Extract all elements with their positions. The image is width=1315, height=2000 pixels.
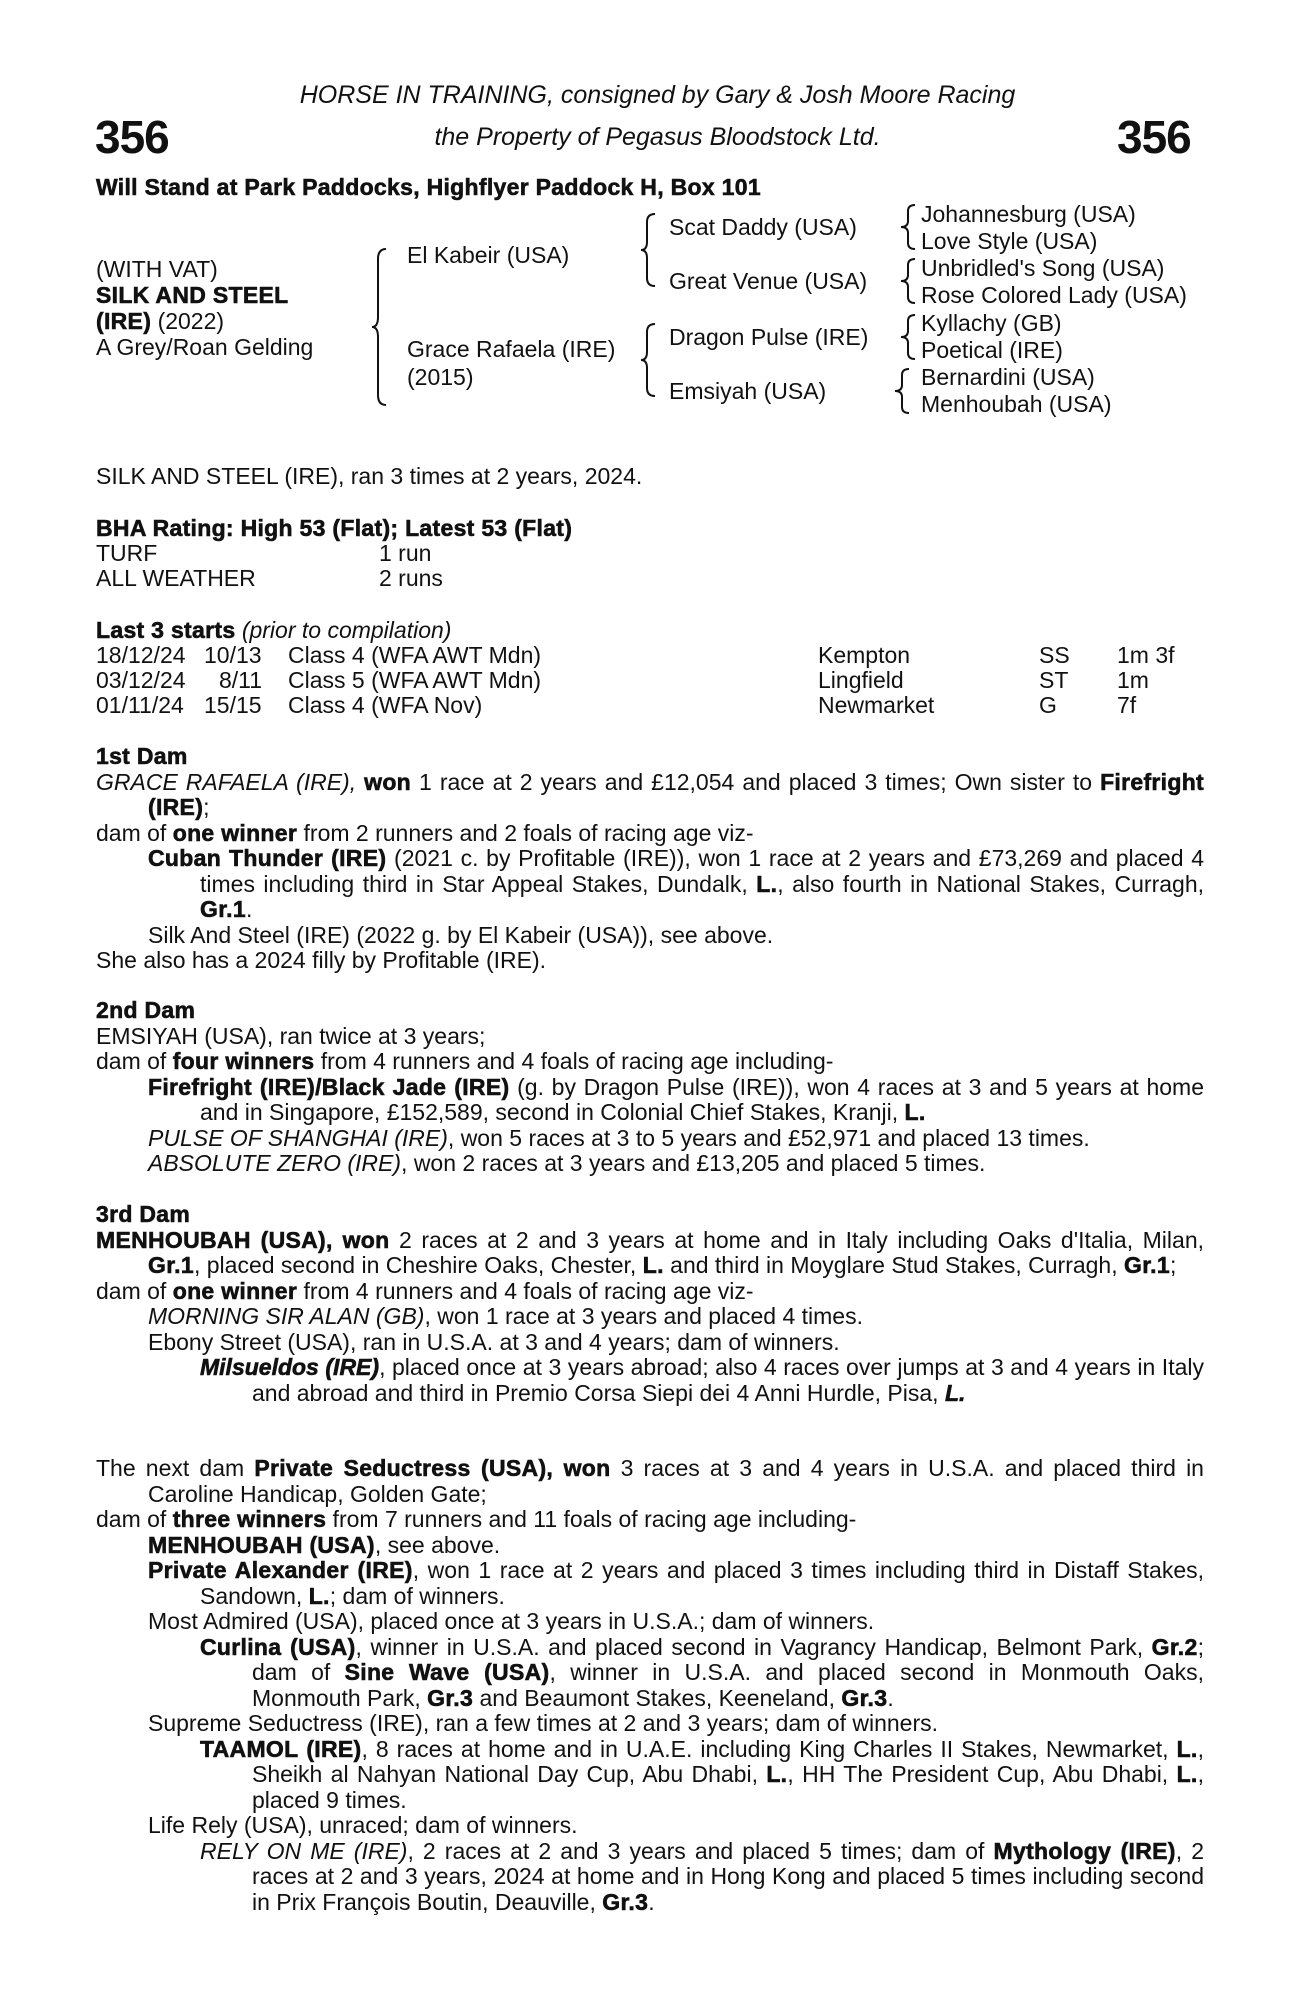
start-row-3-date: 01/11/24 — [96, 692, 184, 718]
start-row-3-race: Class 4 (WFA Nov) — [288, 692, 483, 718]
brace-g2 — [901, 257, 921, 307]
start-row-2-date: 03/12/24 — [96, 667, 186, 693]
start-row-1-race: Class 4 (WFA AWT Mdn) — [288, 642, 542, 668]
rating-runs-2: 2 runs — [379, 565, 443, 591]
silk-and-steel-entry: Silk And Steel (IRE) (2022 g. by El Kabeir (USA)), see above. — [148, 921, 774, 948]
cuban-thunder-name: Cuban Thunder (IRE) — [148, 845, 387, 871]
start-row-1-dist: 1m 3f — [1117, 642, 1175, 668]
race-summary: SILK AND STEEL (IRE), ran 3 times at 2 years, 2024. — [96, 463, 643, 489]
horse-year: (2022) — [157, 308, 225, 334]
dam-dam: Emsiyah (USA) — [669, 378, 827, 404]
brace-g4 — [895, 367, 915, 417]
gg-sire-3: Kyllachy (GB) — [921, 310, 1062, 336]
brace-g3 — [901, 313, 921, 363]
gg-dam-3: Poetical (IRE) — [921, 337, 1063, 363]
third-dam-intro: MENHOUBAH (USA), won 2 races at 2 and 3 years at home and in Italy including Oaks d'Italia, Milan, Gr.1, placed second in Cheshire Oaks, Chester, L. and third in Moyglare Stud Stakes, Curragh, Gr.1; — [96, 1226, 1204, 1278]
brace-sire — [641, 212, 661, 292]
gg-sire-4: Bernardini (USA) — [921, 364, 1095, 390]
sire-dam: Great Venue (USA) — [669, 268, 868, 294]
first-dam-name: GRACE RAFAELA (IRE) — [96, 768, 350, 795]
start-row-2-dist: 1m — [1117, 667, 1149, 693]
brace-main — [372, 247, 392, 407]
start-row-3-course: Newmarket — [818, 692, 935, 718]
dam: Grace Rafaela (IRE) — [407, 336, 616, 362]
curlina-entry: Curlina (USA), winner in U.S.A. and placed second in Vagrancy Handicap, Belmont Park, Gr.2; dam of Sine Wave (USA), winner in U.S.A. and placed second in Monmouth Oaks, Monmouth Park, Gr.3 and Beaumont Stakes, Keeneland, Gr.3. — [200, 1633, 1204, 1711]
first-dam-intro: GRACE RAFAELA (IRE), won 1 race at 2 years and £12,054 and placed 3 times; Own sister to Firefright (IRE); — [96, 768, 1205, 820]
start-row-3-going: G — [1039, 692, 1057, 718]
first-dam-won: won — [364, 768, 412, 795]
gg-dam-4: Menhoubah (USA) — [921, 391, 1112, 417]
start-row-2-race: Class 5 (WFA AWT Mdn) — [288, 667, 542, 693]
first-dam-filly: She also has a 2024 filly by Profitable (IRE). — [96, 947, 547, 973]
rating-surface-2: ALL WEATHER — [96, 565, 256, 591]
absolute-zero-entry: ABSOLUTE ZERO (IRE), won 2 races at 3 years and £13,205 and placed 5 times. — [148, 1150, 986, 1176]
property-line: the Property of Pegasus Bloodstock Ltd. — [434, 123, 881, 151]
last-starts-note: (prior to compilation) — [241, 617, 452, 643]
menhoubah-entry: MENHOUBAH (USA), see above. — [148, 1531, 501, 1558]
rely-on-me-entry: RELY ON ME (IRE), 2 races at 2 and 3 years and placed 5 times; dam of Mythology (IRE), 2 races at 2 and 3 years, 2024 at home and in Hong Kong and placed 5 times including second in Prix François Boutin, Deauville, Gr.3. — [200, 1837, 1205, 1915]
private-alexander-entry: Private Alexander (IRE), won 1 race at 2 years and placed 3 times including third in Distaff Stakes, Sandown, L.; dam of winners. — [148, 1557, 1205, 1609]
first-dam-text2: ; — [203, 794, 210, 820]
start-row-1-course: Kempton — [818, 642, 911, 668]
horse-name: SILK AND STEEL — [96, 282, 289, 308]
second-dam-heading: 2nd Dam — [96, 997, 196, 1023]
taamol-entry: TAAMOL (IRE), 8 races at home and in U.A.E. including King Charles II Stakes, Newmarket, L., Sheikh al Nahyan National Day Cup, Abu Dhabi, L., HH The President Cup, Abu Dhabi, L., placed 9 times. — [200, 1735, 1204, 1813]
start-row-3-dist: 7f — [1117, 692, 1137, 718]
last-starts-title: Last 3 starts — [96, 617, 236, 643]
first-dam-produce: dam of one winner from 2 runners and 2 foals of racing age viz- — [96, 819, 754, 846]
dam-sire: Dragon Pulse (IRE) — [669, 324, 869, 350]
gg-dam-1: Love Style (USA) — [921, 228, 1098, 254]
second-dam-intro: EMSIYAH (USA), ran twice at 3 years; — [96, 1022, 486, 1049]
first-dam-heading: 1st Dam — [96, 743, 188, 769]
lot-number-left: 356 — [95, 111, 169, 163]
pulse-of-shanghai-entry: PULSE OF SHANGHAI (IRE), won 5 races at 3 to 5 years and £52,971 and placed 13 times. — [148, 1124, 1090, 1151]
cuban-thunder-entry: Cuban Thunder (IRE) (2021 c. by Profitable (IRE)), won 1 race at 2 years and £73,269 and placed 4 times including third in Star Appeal Stakes, Dundalk, L., also fourth in National Stakes, Curragh, Gr.1. — [148, 845, 1205, 922]
gg-sire-2: Unbridled's Song (USA) — [921, 255, 1165, 281]
start-row-1-going: SS — [1039, 642, 1070, 668]
start-row-2-pos: 8/11 — [219, 667, 263, 693]
start-row-2-going: ST — [1039, 667, 1069, 693]
life-rely-entry: Life Rely (USA), unraced; dam of winners. — [148, 1812, 578, 1838]
start-row-1-pos: 10/13 — [204, 642, 262, 668]
morning-sir-alan-entry: MORNING SIR ALAN (GB), won 1 race at 3 years and placed 4 times. — [148, 1303, 863, 1329]
brace-dam — [641, 322, 661, 402]
sire: El Kabeir (USA) — [407, 242, 570, 268]
next-dam-section — [96, 1456, 1204, 1915]
stand-location: Will Stand at Park Paddocks, Highflyer Paddock H, Box 101 — [96, 174, 761, 200]
vat-label: (WITH VAT) — [96, 256, 218, 282]
gg-sire-1: Johannesburg (USA) — [921, 201, 1136, 227]
start-row-2-course: Lingfield — [818, 667, 904, 693]
rating-runs-1: 1 run — [379, 540, 432, 566]
bha-rating: BHA Rating: High 53 (Flat); Latest 53 (Flat) — [96, 515, 573, 541]
second-dam-produce: dam of four winners from 4 runners and 4 foals of racing age including- — [96, 1048, 834, 1074]
next-dam-produce: dam of three winners from 7 runners and 11 foals of racing age including- — [96, 1506, 857, 1532]
rating-surface-1: TURF — [96, 540, 158, 566]
third-dam-section — [96, 1202, 1204, 1406]
gg-dam-2: Rose Colored Lady (USA) — [921, 282, 1187, 308]
ebony-street-entry: Ebony Street (USA), ran in U.S.A. at 3 and 4 years; dam of winners. — [148, 1328, 840, 1355]
firefright-entry: Firefright (IRE)/Black Jade (IRE) (g. by Dragon Pulse (IRE)), won 4 races at 3 and 5 years at home and in Singapore, £152,589, second in Colonial Chief Stakes, Kranji, L. — [148, 1073, 1204, 1125]
consignor-line: HORSE IN TRAINING, consigned by Gary & Josh Moore Racing — [299, 81, 1016, 109]
second-dam-section — [96, 998, 1204, 1177]
first-dam-sister: Firefright (IRE) — [148, 768, 1205, 820]
third-dam-produce: dam of one winner from 4 runners and 4 foals of racing age viz- — [96, 1277, 754, 1304]
horse-country: (IRE) — [96, 308, 152, 334]
milsueldos-entry: Milsueldos (IRE), placed once at 3 years abroad; also 4 races over jumps at 3 and 4 years in Italy and abroad and third in Premio Corsa Siepi dei 4 Anni Hurdle, Pisa, L. — [200, 1354, 1204, 1406]
start-row-1-date: 18/12/24 — [96, 642, 186, 668]
last-starts-heading — [96, 617, 451, 643]
lot-number-right: 356 — [1117, 111, 1191, 163]
horse-description: A Grey/Roan Gelding — [96, 334, 314, 360]
start-row-3-pos: 15/15 — [204, 692, 262, 718]
sire-sire: Scat Daddy (USA) — [669, 214, 857, 240]
most-admired-entry: Most Admired (USA), placed once at 3 years in U.S.A.; dam of winners. — [148, 1608, 875, 1634]
horse-origin — [96, 308, 224, 334]
first-dam-text1: 1 race at 2 years and £12,054 and placed 3 times; Own sister to — [411, 768, 1101, 795]
dam-year: (2015) — [407, 364, 474, 390]
first-dam-section — [96, 744, 1204, 974]
brace-g1 — [901, 203, 921, 253]
supreme-seductress-entry: Supreme Seductress (IRE), ran a few times at 2 and 3 years; dam of winners. — [148, 1710, 939, 1736]
third-dam-heading: 3rd Dam — [96, 1201, 191, 1227]
next-dam-intro: The next dam Private Seductress (USA), won 3 races at 3 and 4 years in U.S.A. and placed third in Caroline Handicap, Golden Gate; — [96, 1455, 1204, 1507]
